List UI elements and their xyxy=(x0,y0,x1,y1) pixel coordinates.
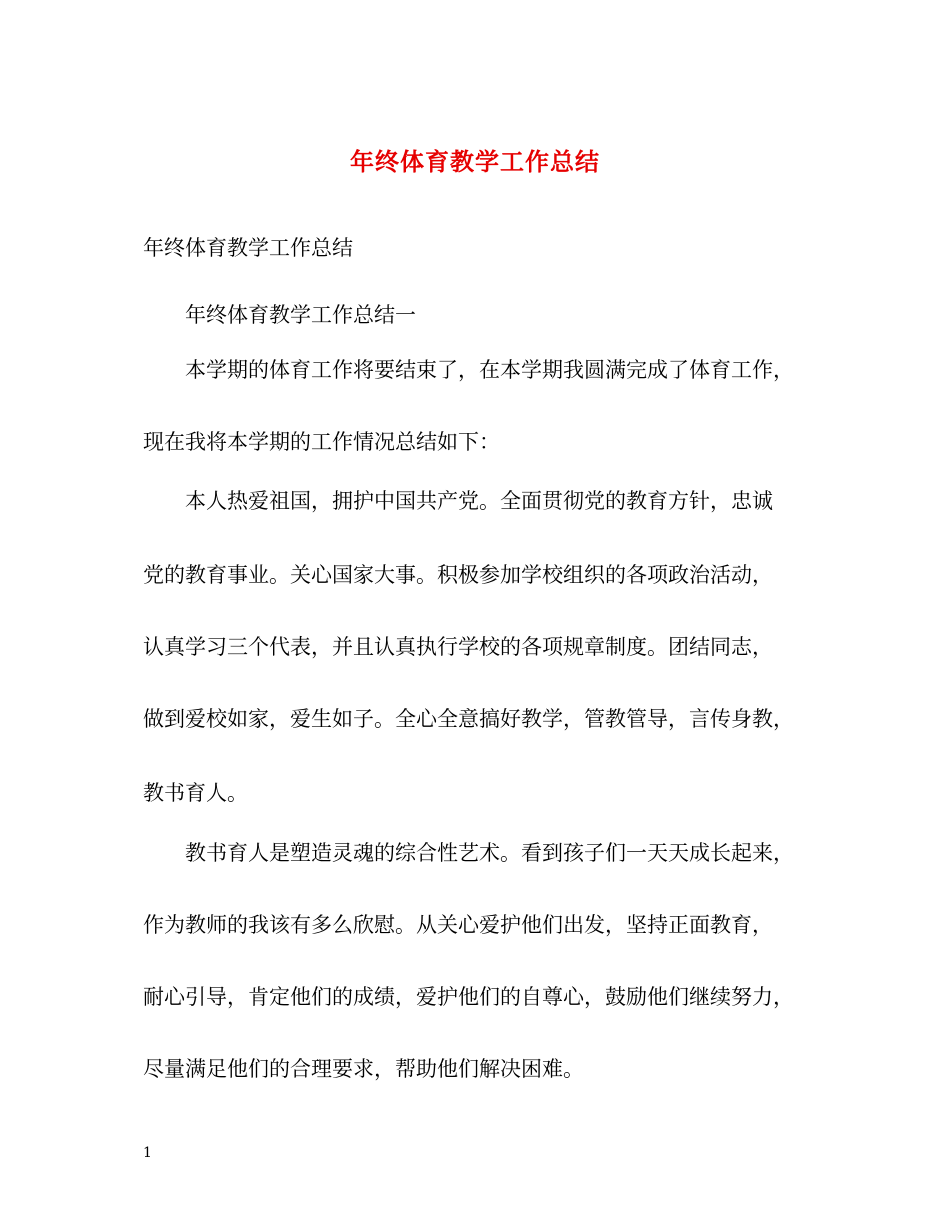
body-line: 耐心引导，肯定他们的成绩，爱护他们的自尊心，鼓励他们继续努力， xyxy=(143,985,794,1009)
body-line: 教书育人是塑造灵魂的综合性艺术。看到孩子们一天天成长起来， xyxy=(185,841,794,865)
body-line: 做到爱校如家，爱生如子。全心全意搞好教学，管教管导，言传身教， xyxy=(143,707,794,731)
body-line: 教书育人。 xyxy=(143,781,248,805)
body-line: 本学期的体育工作将要结束了，在本学期我圆满完成了体育工作， xyxy=(185,358,794,382)
body-line: 现在我将本学期的工作情况总结如下： xyxy=(143,430,500,454)
body-line: 认真学习三个代表，并且认真执行学校的各项规章制度。团结同志， xyxy=(143,635,773,659)
page-number: 1 xyxy=(143,1145,152,1161)
body-line: 党的教育事业。关心国家大事。积极参加学校组织的各项政治活动， xyxy=(143,563,773,587)
body-line: 作为教师的我该有多么欣慰。从关心爱护他们出发，坚持正面教育， xyxy=(143,913,773,937)
section-heading: 年终体育教学工作总结一 xyxy=(185,303,416,327)
body-line: 本人热爱祖国，拥护中国共产党。全面贯彻党的教育方针，忠诚 xyxy=(185,489,773,513)
body-line: 尽量满足他们的合理要求，帮助他们解决困难。 xyxy=(143,1057,584,1081)
document-subheading: 年终体育教学工作总结 xyxy=(143,236,353,260)
document-title: 年终体育教学工作总结 xyxy=(350,147,600,176)
